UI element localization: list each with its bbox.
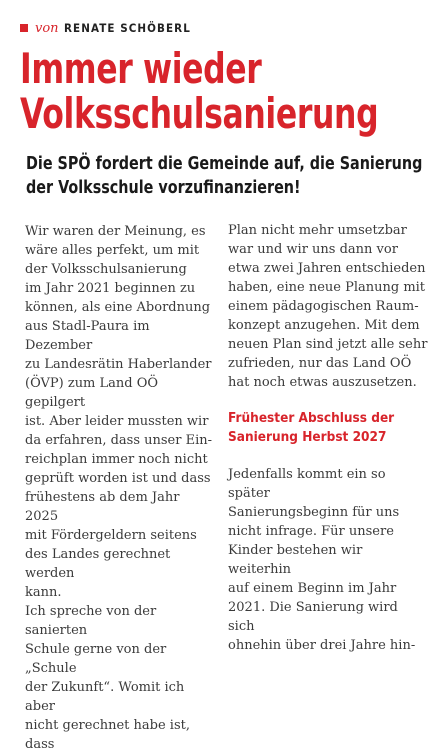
text-line: Sanierungsbeginn für uns <box>228 505 400 520</box>
text-line: ohnehin über drei Jahre hin- <box>228 638 416 653</box>
text-line: ist. Aber leider mussten wir <box>25 414 209 429</box>
byline <box>20 20 205 36</box>
byline-prefix: von <box>35 20 59 36</box>
text-line: mit Fördergeldern seitens <box>25 528 197 543</box>
byline-author: RENATE SCHÖBERL <box>63 21 191 35</box>
section-heading-line-2: Sanierung Herbst 2027 <box>228 429 387 445</box>
text-line: Schule gerne von der „Schule <box>25 642 167 676</box>
text-line: auf einem Beginn im Jahr <box>228 581 397 596</box>
text-line: Kinder bestehen wir weiterhin <box>228 543 363 577</box>
headline <box>20 46 440 136</box>
text-line: nicht infrage. Für unsere <box>228 524 394 539</box>
text-line: aus Stadl-Paura im Dezember <box>25 319 150 353</box>
subheadline <box>26 152 436 200</box>
text-line: des Landes gerechnet werden <box>25 547 171 581</box>
byline-marker <box>20 24 28 32</box>
text-line: wäre alles perfekt, um mit <box>25 243 200 258</box>
body-paragraph-left <box>25 222 215 754</box>
text-line: zu Landesrätin Haberlander <box>25 357 212 372</box>
article-column-left <box>25 222 215 754</box>
text-line: (ÖVP) zum Land OÖ gepilgert <box>25 376 159 410</box>
text-line: da erfahren, dass unser Ein- <box>25 433 213 448</box>
headline-line-2: Volksschulsanierung <box>20 89 379 138</box>
text-line: der Zukunft“. Womit ich aber <box>25 680 185 714</box>
text-line: haben, eine neue Planung mit <box>228 280 426 295</box>
text-line: konzept anzugehen. Mit dem <box>228 318 420 333</box>
text-line: Plan nicht mehr umsetzbar <box>228 223 407 238</box>
text-line: 2021. Die Sanierung wird sich <box>228 600 398 634</box>
article-column-right <box>228 221 428 655</box>
text-line: einem pädagogischen Raum- <box>228 299 419 314</box>
text-line: zufrieden, nur das Land OÖ <box>228 356 412 371</box>
text-line: Wir waren der Meinung, es <box>25 224 206 239</box>
body-paragraph-right-2 <box>228 465 428 655</box>
text-line: kann. <box>25 585 62 600</box>
text-line: hat noch etwas auszusetzen. <box>228 375 417 390</box>
subheadline-line-1: Die SPÖ fordert die Gemeinde auf, die Sanierung <box>26 154 423 174</box>
text-line: nicht gerechnet habe ist, dass <box>25 718 190 752</box>
text-line: können, als eine Abordnung <box>25 300 211 315</box>
text-line: im Jahr 2021 beginnen zu <box>25 281 196 296</box>
headline-line-1: Immer wieder <box>20 44 262 93</box>
text-line: geprüft worden ist und dass <box>25 471 211 486</box>
text-line: der Volksschulsanierung <box>25 262 187 277</box>
text-line: reichplan immer noch nicht <box>25 452 208 467</box>
text-line: war und wir uns dann vor <box>228 242 398 257</box>
section-heading <box>228 409 426 447</box>
text-line: Ich spreche von der sanierten <box>25 604 157 638</box>
text-line: frühestens ab dem Jahr 2025 <box>25 490 180 524</box>
body-paragraph-right-1 <box>228 221 428 392</box>
section-heading-line-1: Frühester Abschluss der <box>228 410 395 426</box>
subheadline-line-2: der Volksschule vorzufinanzieren! <box>26 178 301 198</box>
text-line: neuen Plan sind jetzt alle sehr <box>228 337 428 352</box>
text-line: Jedenfalls kommt ein so später <box>228 467 386 501</box>
text-line: etwa zwei Jahren entschieden <box>228 261 426 276</box>
